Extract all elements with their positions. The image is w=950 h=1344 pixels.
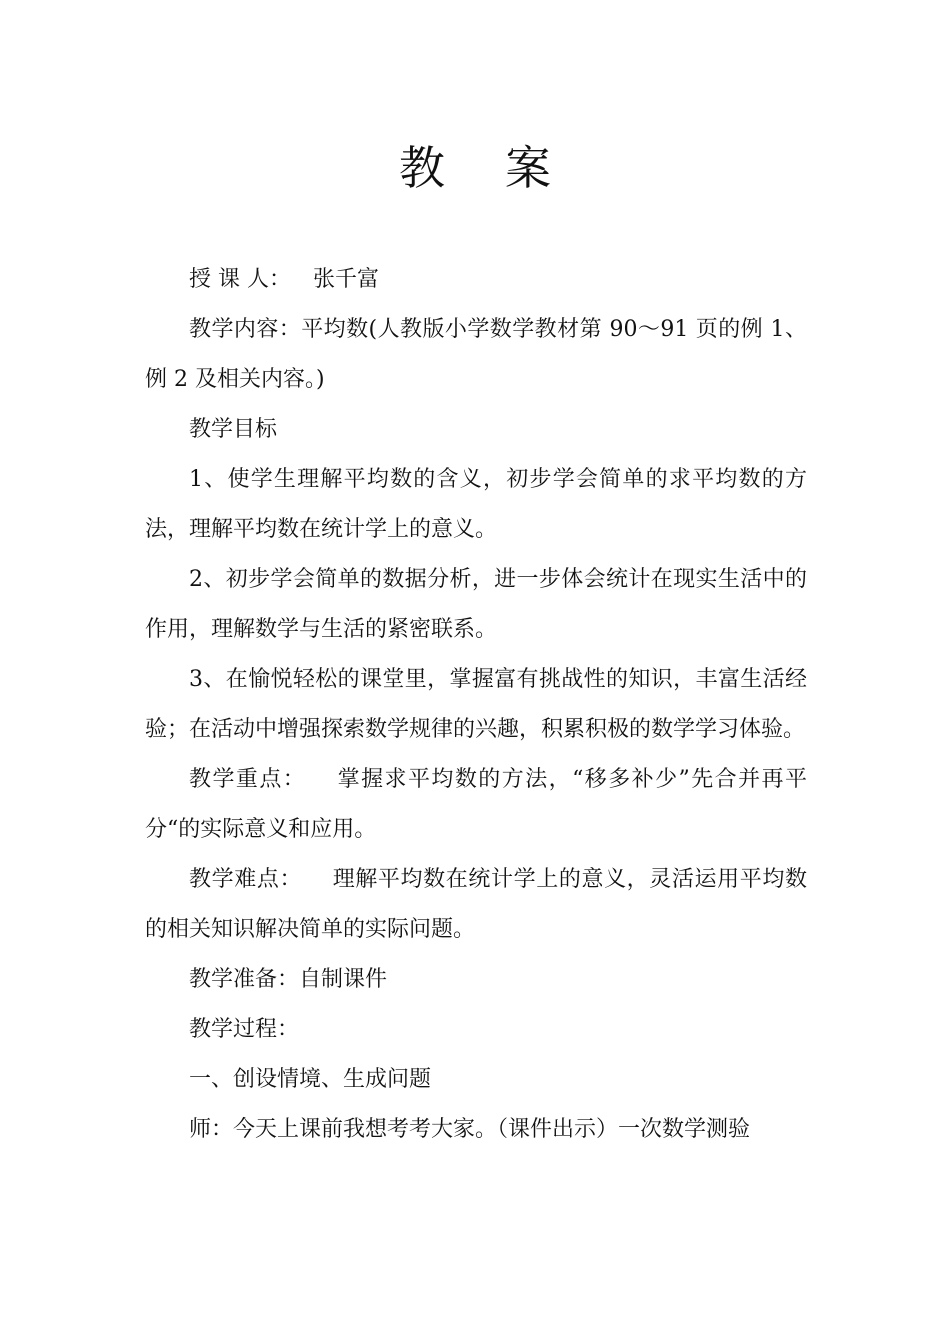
lecturer-line [145, 255, 807, 305]
objectives-heading: 教学目标 [189, 417, 278, 442]
preparation-value: 自制课件 [299, 967, 388, 992]
key-point-value: 掌握求平均数的方法，“移多补少”先合并再平分“的实际意义和应用。 [145, 767, 807, 842]
lecturer-name: 张千富 [313, 267, 380, 292]
difficulty-line [145, 855, 807, 955]
section-1-heading: 一、创设情境、生成问题 [189, 1067, 432, 1092]
preparation-label: 教学准备： [189, 967, 300, 992]
key-point-label: 教学重点： [189, 767, 307, 792]
objective-item-1: 1、使学生理解平均数的含义，初步学会简单的求平均数的方法，理解平均数在统计学上的意义。 [145, 467, 807, 542]
document-body [145, 255, 807, 1155]
difficulty-label: 教学难点： [189, 867, 303, 892]
objective-item-3: 3、在愉悦轻松的课堂里，掌握富有挑战性的知识，丰富生活经验；在活动中增强探索数学规律的兴趣，积累积极的数学学习体验。 [145, 667, 807, 742]
content-value: 平均数(人教版小学数学教材第 90～91 页的例 1、例 2 及相关内容。) [145, 317, 807, 392]
preparation-line [145, 955, 807, 1005]
difficulty-value: 理解平均数在统计学上的意义，灵活运用平均数的相关知识解决简单的实际问题。 [145, 867, 807, 942]
lecturer-label: 授 课 人： [189, 267, 291, 292]
objective-item-2: 2、初步学会简单的数据分析，进一步体会统计在现实生活中的作用，理解数学与生活的紧密联系。 [145, 567, 807, 642]
process-heading: 教学过程： [189, 1017, 300, 1042]
content-label: 教学内容： [189, 317, 302, 342]
content-line [145, 305, 807, 405]
document-title: 教案 [399, 141, 611, 195]
teacher-line: 师：今天上课前我想考考大家。（课件出示）一次数学测验 [189, 1117, 751, 1142]
key-point-line [145, 755, 807, 855]
